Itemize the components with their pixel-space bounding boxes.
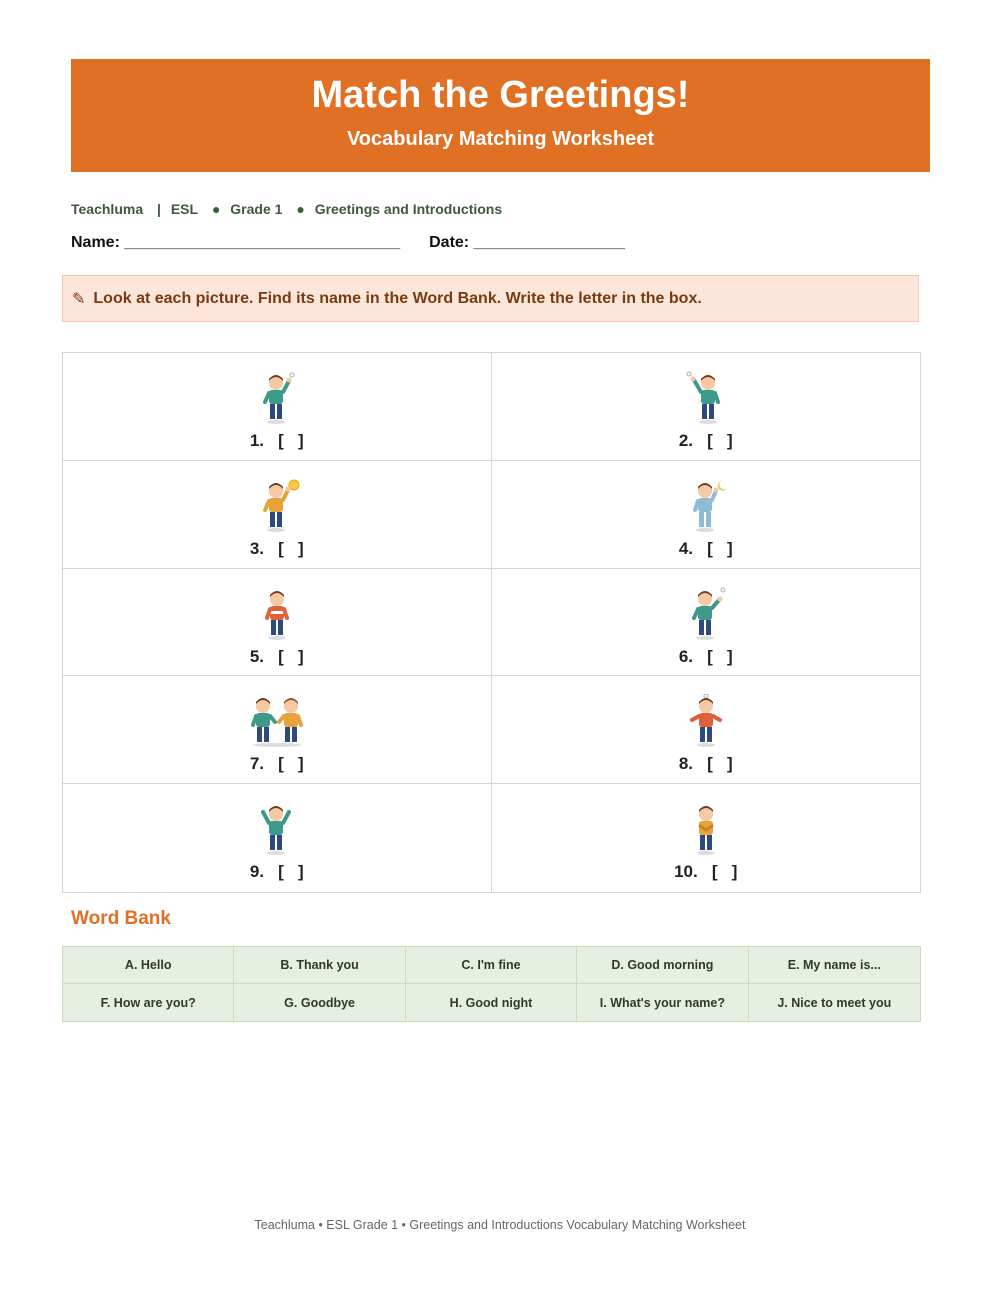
page-subtitle: Vocabulary Matching Worksheet (346, 128, 655, 150)
word-bank (62, 946, 921, 1022)
title-banner (71, 59, 930, 172)
item-label[interactable]: 1. [ ] (249, 431, 304, 450)
page-footer: Teachluma • ESL Grade 1 • Greetings and Introductions Vocabulary Matching Worksheet (254, 1218, 746, 1232)
item-cell (492, 353, 921, 461)
bullet-separator: ● (296, 201, 305, 217)
boy-asking-question-icon (681, 694, 731, 750)
pencil-icon: ✎ (72, 290, 86, 308)
meta-separator: | (157, 201, 161, 217)
word-bank-item: D. Good morning (577, 947, 748, 984)
item-cell (63, 353, 492, 461)
word-bank-item: I. What's your name? (577, 984, 748, 1021)
word-bank-item: E. My name is... (749, 947, 920, 984)
word-bank-item: F. How are you? (63, 984, 234, 1021)
item-label[interactable]: 7. [ ] (249, 754, 304, 774)
boy-pointing-self-icon (252, 587, 302, 643)
picture-grid (62, 352, 921, 893)
word-bank-item: J. Nice to meet you (777, 995, 892, 1010)
word-bank-item: C. I'm fine (406, 947, 577, 984)
word-bank-item: G. Goodbye (234, 984, 405, 1021)
sun-boy-good-morning-icon (252, 479, 302, 535)
boy-thanking-icon (681, 802, 731, 858)
boy-waving-hello-icon (252, 371, 302, 427)
item-cell (492, 569, 921, 677)
moon-boy-good-night-icon (681, 479, 731, 535)
item-label[interactable]: 2. [ ] (678, 431, 733, 450)
item-cell (492, 784, 921, 892)
name-field[interactable]: Name: _______________________________ (71, 234, 401, 251)
two-kids-meeting-icon (247, 694, 307, 750)
word-bank-item: B. Thank you (234, 947, 405, 984)
boy-waving-hand-icon (681, 587, 731, 643)
brand-name: Teachluma (71, 201, 144, 217)
page-title: Match the Greetings! (311, 74, 690, 116)
item-cell (63, 676, 492, 784)
word-bank-item: H. Good night (406, 984, 577, 1021)
instructions-box (62, 275, 919, 322)
item-label[interactable]: 3. [ ] (249, 538, 304, 558)
subject: ESL (170, 201, 199, 217)
item-cell (492, 461, 921, 569)
item-cell (492, 676, 921, 784)
instructions-text: Look at each picture. Find its name in the Word Bank. Write the letter in the box. (93, 289, 702, 307)
word-bank-item: A. Hello (63, 947, 234, 984)
worksheet-meta (71, 201, 506, 217)
bullet-separator: ● (211, 201, 221, 217)
item-label[interactable]: 5. [ ] (249, 646, 304, 666)
student-fields (71, 234, 625, 252)
topic: Greetings and Introductions (314, 201, 503, 217)
item-label[interactable]: 10. [ ] (674, 862, 738, 882)
item-cell (63, 569, 492, 677)
item-label[interactable]: 4. [ ] (678, 538, 733, 558)
item-cell (63, 461, 492, 569)
item-label[interactable]: 8. [ ] (678, 754, 733, 774)
item-label[interactable]: 9. [ ] (249, 862, 304, 882)
boy-waving-goodbye-icon (681, 371, 731, 427)
word-bank-title: Word Bank (71, 908, 171, 929)
boy-cheering-icon (252, 802, 302, 858)
grade: Grade 1 (230, 201, 283, 217)
item-cell (63, 784, 492, 892)
item-label[interactable]: 6. [ ] (678, 646, 733, 666)
date-field[interactable]: Date: _________________ (429, 234, 625, 251)
